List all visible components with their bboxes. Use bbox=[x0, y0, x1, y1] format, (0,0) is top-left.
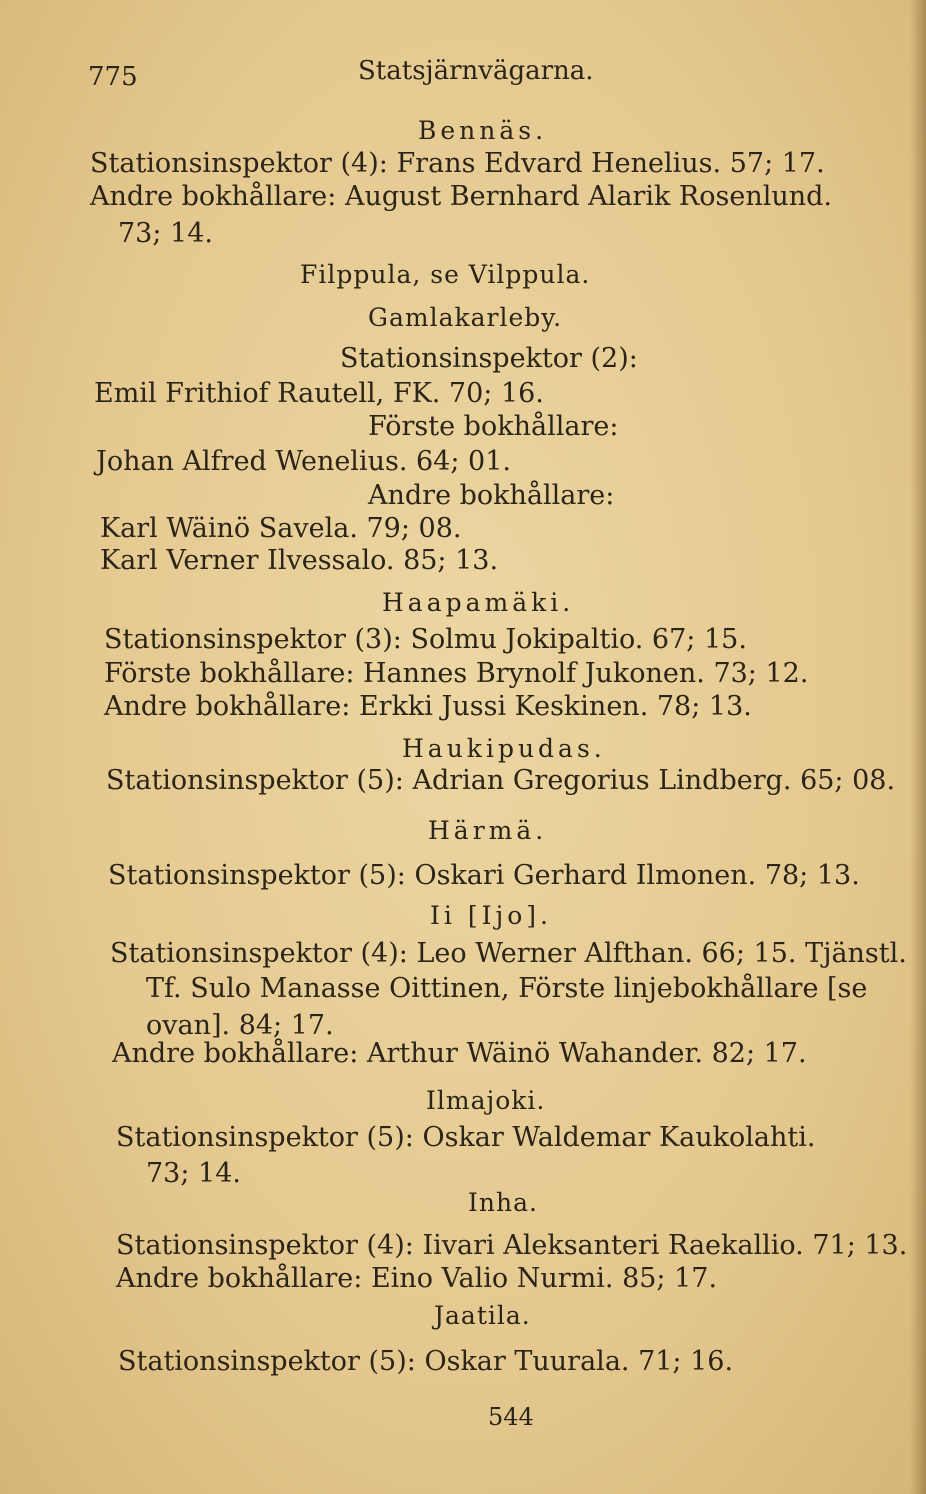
entry-line: Stationsinspektor (4): Leo Werner Alfthan. 66; 15. Tjänstl. bbox=[110, 938, 907, 969]
section-heading: Filppula, se Vilppula. bbox=[300, 260, 591, 289]
entry-line: Johan Alfred Wenelius. 64; 01. bbox=[96, 446, 511, 477]
entry-line: Tf. Sulo Manasse Oittinen, Förste linjebokhållare [se bbox=[146, 973, 868, 1004]
section-heading: Haapamäki. bbox=[382, 588, 575, 617]
bottom-number: 544 bbox=[488, 1403, 534, 1431]
entry-line: Stationsinspektor (2): bbox=[340, 343, 638, 374]
entry-line: Stationsinspektor (4): Iivari Aleksanteri Raekallio. 71; 13. bbox=[116, 1230, 908, 1261]
section-heading: Jaatila. bbox=[434, 1301, 531, 1330]
entry-line: Andre bokhållare: Erkki Jussi Keskinen. 78; 13. bbox=[104, 691, 752, 722]
entry-line: Andre bokhållare: bbox=[368, 480, 615, 511]
page-number: 775 bbox=[88, 62, 138, 92]
section-heading: Bennäs. bbox=[418, 116, 548, 145]
entry-line: Andre bokhållare: Eino Valio Nurmi. 85; 17. bbox=[116, 1263, 718, 1294]
entry-line: Emil Frithiof Rautell, FK. 70; 16. bbox=[94, 378, 544, 409]
page-edge-shadow bbox=[910, 0, 926, 1494]
section-heading: Inha. bbox=[468, 1188, 538, 1217]
section-heading: Ilmajoki. bbox=[426, 1086, 546, 1115]
entry-line: ovan]. 84; 17. bbox=[146, 1010, 334, 1041]
section-heading: Gamlakarleby. bbox=[368, 303, 563, 332]
entry-line: 73; 14. bbox=[118, 218, 213, 249]
entry-line: Karl Verner Ilvessalo. 85; 13. bbox=[100, 545, 499, 576]
entry-line: 73; 14. bbox=[146, 1158, 241, 1189]
section-heading: Haukipudas. bbox=[402, 734, 606, 763]
entry-line: Karl Wäinö Savela. 79; 08. bbox=[100, 513, 462, 544]
running-title: Statsjärnvägarna. bbox=[358, 56, 594, 86]
entry-line: Andre bokhållare: Arthur Wäinö Wahander. 82; 17. bbox=[112, 1038, 807, 1069]
entry-line: Stationsinspektor (3): Solmu Jokipaltio. 67; 15. bbox=[104, 624, 747, 655]
entry-line: Stationsinspektor (5): Adrian Gregorius Lindberg. 65; 08. bbox=[106, 765, 896, 796]
entry-line: Stationsinspektor (5): Oskari Gerhard Ilmonen. 78; 13. bbox=[108, 860, 860, 891]
entry-line: Stationsinspektor (5): Oskar Tuurala. 71; 16. bbox=[118, 1346, 734, 1377]
entry-line: Förste bokhållare: bbox=[368, 411, 619, 442]
entry-line: Stationsinspektor (5): Oskar Waldemar Kaukolahti. bbox=[116, 1122, 816, 1153]
entry-line: Förste bokhållare: Hannes Brynolf Jukonen. 73; 12. bbox=[104, 658, 809, 689]
entry-line: Stationsinspektor (4): Frans Edvard Henelius. 57; 17. bbox=[90, 148, 825, 179]
entry-line: Andre bokhållare: August Bernhard Alarik Rosenlund. bbox=[90, 181, 832, 212]
section-heading: Ii [Ijo]. bbox=[430, 901, 552, 930]
section-heading: Härmä. bbox=[428, 816, 548, 845]
